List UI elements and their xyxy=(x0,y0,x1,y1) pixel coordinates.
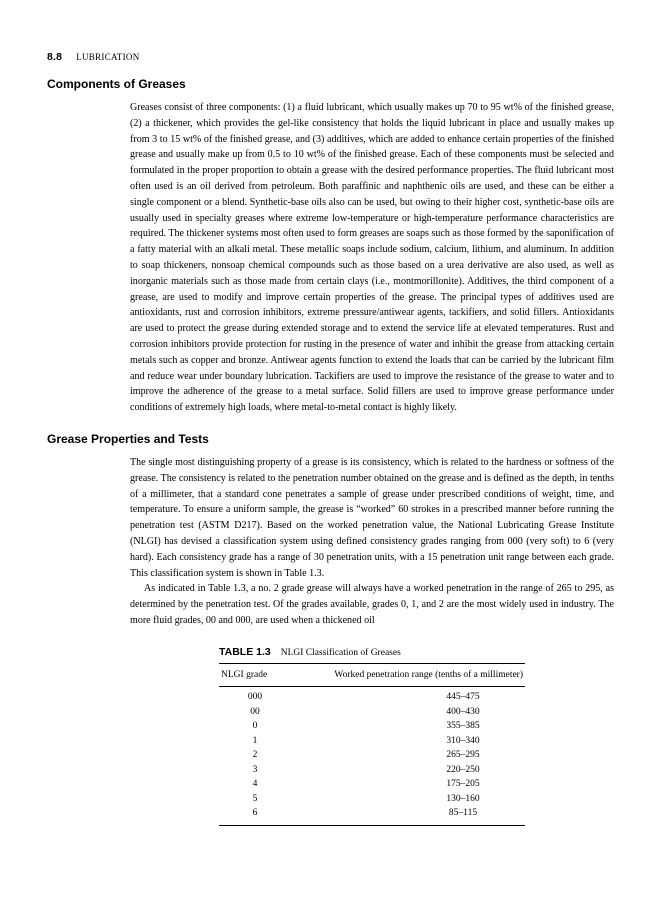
nlgi-classification-table xyxy=(219,663,525,826)
table-row xyxy=(219,705,525,720)
column-header-grade: NLGI grade xyxy=(221,670,268,680)
table-row xyxy=(219,734,525,749)
range-cell: 130–160 xyxy=(446,793,480,804)
table-caption xyxy=(219,642,401,660)
grade-cell: 2 xyxy=(252,750,258,761)
range-cell: 175–205 xyxy=(446,779,480,790)
range-cell: 310–340 xyxy=(446,735,480,746)
table-row xyxy=(219,792,525,807)
range-cell: 265–295 xyxy=(446,750,480,761)
chapter-name: LUBRICATION xyxy=(76,52,140,62)
page-number: 8.8 xyxy=(47,51,63,63)
grade-cell: 5 xyxy=(252,793,258,804)
range-cell: 220–250 xyxy=(446,764,480,775)
table-row xyxy=(219,763,525,778)
range-cell: 445–475 xyxy=(446,692,480,703)
grade-cell: 0 xyxy=(252,721,258,732)
grade-cell: 3 xyxy=(252,764,258,775)
table-row xyxy=(219,687,525,705)
section-title-components: Components of Greases xyxy=(47,77,186,91)
table-row xyxy=(219,719,525,734)
paragraph-properties-1: The single most distinguishing property of a grease is its consistency, which is related to the hardness or softness of the grease. The consistency is related to the penetration number obtained on the grease and is defined as the depth, in tenths of a millimeter, that a standard cone penetrates a sample of grease under prescribed conditions of weight, time, and temperature. To ensure a uniform sample, the grease is “worked” 60 strokes in a prescribed manner before running the penetration test (ASTM D217). Based on the worked penetration value, the National Lubricating Grease Institute (NLGI) has devised a classification system using defined consistency grades ranging from 000 (very soft) to 6 (very hard). Each consistency grade has a range of 30 penetration units, with a 15 penetration unit range between each grade. This classification system is shown in Table 1.3. xyxy=(130,457,614,579)
table-row xyxy=(219,748,525,763)
table-row xyxy=(219,806,525,825)
grade-cell: 00 xyxy=(250,706,260,717)
table-label: TABLE 1.3 xyxy=(219,646,271,658)
table-title: NLGI Classification of Greases xyxy=(280,648,401,658)
table-header-row xyxy=(219,664,525,687)
grade-cell: 6 xyxy=(252,808,258,819)
section-title-properties: Grease Properties and Tests xyxy=(47,432,209,446)
paragraph-properties-2: As indicated in Table 1.3, a no. 2 grade grease will always have a worked penetration in the range of 265 to 295, as determined by the penetration test. Of the grades available, grades 0, 1, and 2 are the most widely used in industry. The more fluid grades, 00 and 000, are used when a thickened oil xyxy=(130,583,614,626)
column-header-range: Worked penetration range (tenths of a millimeter) xyxy=(334,670,523,680)
paragraph-components: Greases consist of three components: (1) a fluid lubricant, which usually makes up 70 to 95 wt% of the finished grease, (2) a thickener, which provides the gel-like consistency that holds the liquid lubricant in place and usually makes up from 3 to 15 wt% of the finished grease, and (3) additives, which are added to enhance certain properties of the finished grease and usually make up from 0.5 to 10 wt% of the finished grease. Each of these components must be selected and formulated in the proper proportion to obtain a grease with the desired performance properties. The fluid lubricant most often used is an oil derived from petroleum. Both paraffinic and naphthenic oils are used, and these can be either a single component or a blend. Synthetic-base oils also can be used, but owing to their higher cost, synthetic-base oils are usually used in specialty greases where extreme low-temperature or high-temperature performance characteristics are required. The thickener systems most often used to form greases are soaps such as those formed by the saponification of a fatty material with an alkali metal. These metallic soaps include sodium, calcium, lithium, and aluminum. In addition to soap thickeners, nonsoap chemical compounds such as those based on a urea derivative are also used, as well as inorganic materials such as those made from certain clays (i.e., montmorillonite). Additives, the third component of a grease, are used to modify and improve certain properties of the grease. The principal types of additives used are antioxidants, rust and corrosion inhibitors, extreme pressure/antiwear agents, tackifiers, and solid fillers. Antioxidants are used to protect the grease during extended storage and to extend the service life at elevated temperatures. Rust and corrosion inhibitors provide protection for rusting in the presence of water and inhibit the grease from attacking certain metals such as copper and bronze. Antiwear agents function to extend the loads that can be carried by the lubricant film and reduce wear under boundary lubrication. Tackifiers are used to improve the resistance of the grease to water and to improve the adherence of the grease to a metal surface. Solid fillers are used to improve grease performance under conditions of extremely high loads, where metal-to-metal contact is highly likely. xyxy=(130,102,614,414)
range-cell: 400–430 xyxy=(446,706,480,717)
grade-cell: 000 xyxy=(247,692,263,703)
grade-cell: 4 xyxy=(252,779,258,790)
range-cell: 85–115 xyxy=(448,808,478,819)
grade-cell: 1 xyxy=(252,735,258,746)
range-cell: 355–385 xyxy=(446,721,480,732)
table-row xyxy=(219,777,525,792)
running-head xyxy=(47,47,140,61)
